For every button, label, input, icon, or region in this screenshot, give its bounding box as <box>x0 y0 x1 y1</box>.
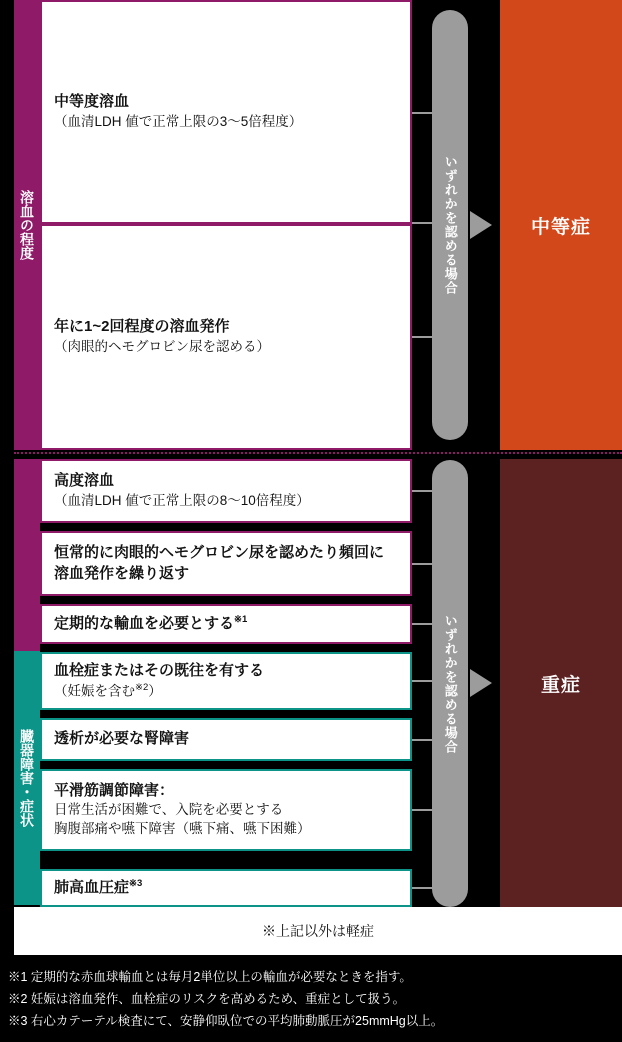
criterion-detail: （肉眼的ヘモグロビン尿を認める） <box>54 338 270 354</box>
connector-tick <box>412 680 432 682</box>
criterion-detail: （血清LDH 値で正常上限の3〜5倍程度） <box>54 113 303 129</box>
footnote-1: ※1 定期的な赤血球輸血とは毎月2単位以上の輸血が必要なときを指す。 <box>8 970 412 984</box>
category-label-hemolysis <box>14 0 40 450</box>
criterion-title: 血栓症またはその既往を有する <box>54 661 265 679</box>
section-divider <box>14 452 622 454</box>
result-moderate-text: 中等症 <box>530 216 591 238</box>
bracket-severe <box>432 460 468 907</box>
arrow-right-icon <box>470 211 492 239</box>
criterion-title: 恒常的に肉眼的ヘモグロビン尿を認めたり頻回に溶血発作を繰り返す <box>54 544 385 582</box>
connector-tick <box>412 739 432 741</box>
criterion-box-severe-6 <box>40 769 412 851</box>
criterion-title: 透析が必要な腎障害 <box>54 730 190 748</box>
note-strip <box>14 907 622 955</box>
criterion-detail-2: 胸腹部痛や嚥下障害（嚥下痛、嚥下困難） <box>54 821 311 837</box>
criterion-detail: （妊娠を含む$^{※2}$） <box>54 681 162 699</box>
result-severe <box>500 459 622 907</box>
criterion-box-moderate-2 <box>40 224 412 450</box>
connector-tick <box>412 112 432 114</box>
criterion-box-severe-5 <box>40 718 412 761</box>
category-label-organ-text: 臓器障害・症状 <box>19 729 36 827</box>
connector-tick <box>412 887 432 889</box>
category-bar-hemolysis-extension <box>14 459 40 651</box>
criterion-title: 高度溶血 <box>54 472 115 490</box>
bracket-severe-text: いずれかを認める場合 <box>442 613 458 754</box>
connector-tick <box>412 336 432 338</box>
bracket-moderate-text: いずれかを認める場合 <box>442 155 458 295</box>
footnote-marker: ※2 <box>135 681 149 693</box>
criterion-title: 中等度溶血 <box>54 93 130 111</box>
criterion-title: 肺高血圧症$^{※3}$ <box>54 877 143 896</box>
result-moderate <box>500 0 622 450</box>
connector-tick <box>412 623 432 625</box>
criterion-box-severe-2 <box>40 531 412 596</box>
bracket-moderate <box>432 10 468 440</box>
criterion-box-severe-1 <box>40 459 412 523</box>
footnotes <box>0 963 622 1033</box>
criterion-box-severe-4 <box>40 652 412 710</box>
criterion-box-severe-7 <box>40 869 412 907</box>
criterion-detail: 日常生活が困難で、入院を必要とする <box>54 802 284 818</box>
category-label-organ <box>14 651 40 905</box>
connector-tick <box>412 222 432 224</box>
criterion-title: 定期的な輸血を必要とする$^{※1}$ <box>54 613 248 632</box>
connector-tick <box>412 809 432 811</box>
footnote-2: ※2 妊娠は溶血発作、血栓症のリスクを高めるため、重症として扱う。 <box>8 991 406 1006</box>
arrow-right-icon <box>470 669 492 697</box>
criterion-box-severe-3 <box>40 604 412 644</box>
connector-tick <box>412 563 432 565</box>
footnote-3: ※3 右心カテーテル検査にて、安静仰臥位での平均肺動脈圧が25mmHg以上。 <box>8 1013 444 1028</box>
criterion-title: 年に1~2回程度の溶血発作 <box>54 318 230 336</box>
category-label-hemolysis-text: 溶血の程度 <box>19 190 36 260</box>
criterion-detail: （血清LDH 値で正常上限の8〜10倍程度） <box>54 492 310 508</box>
footnote-marker: ※3 <box>129 877 143 889</box>
note-strip-text: ※上記以外は軽症 <box>262 923 374 939</box>
criterion-box-moderate-1 <box>40 0 412 224</box>
criterion-title: 平滑筋調節障害： <box>54 781 175 799</box>
connector-tick <box>412 490 432 492</box>
result-severe-text: 重症 <box>540 674 581 696</box>
footnote-marker: ※1 <box>234 613 248 625</box>
